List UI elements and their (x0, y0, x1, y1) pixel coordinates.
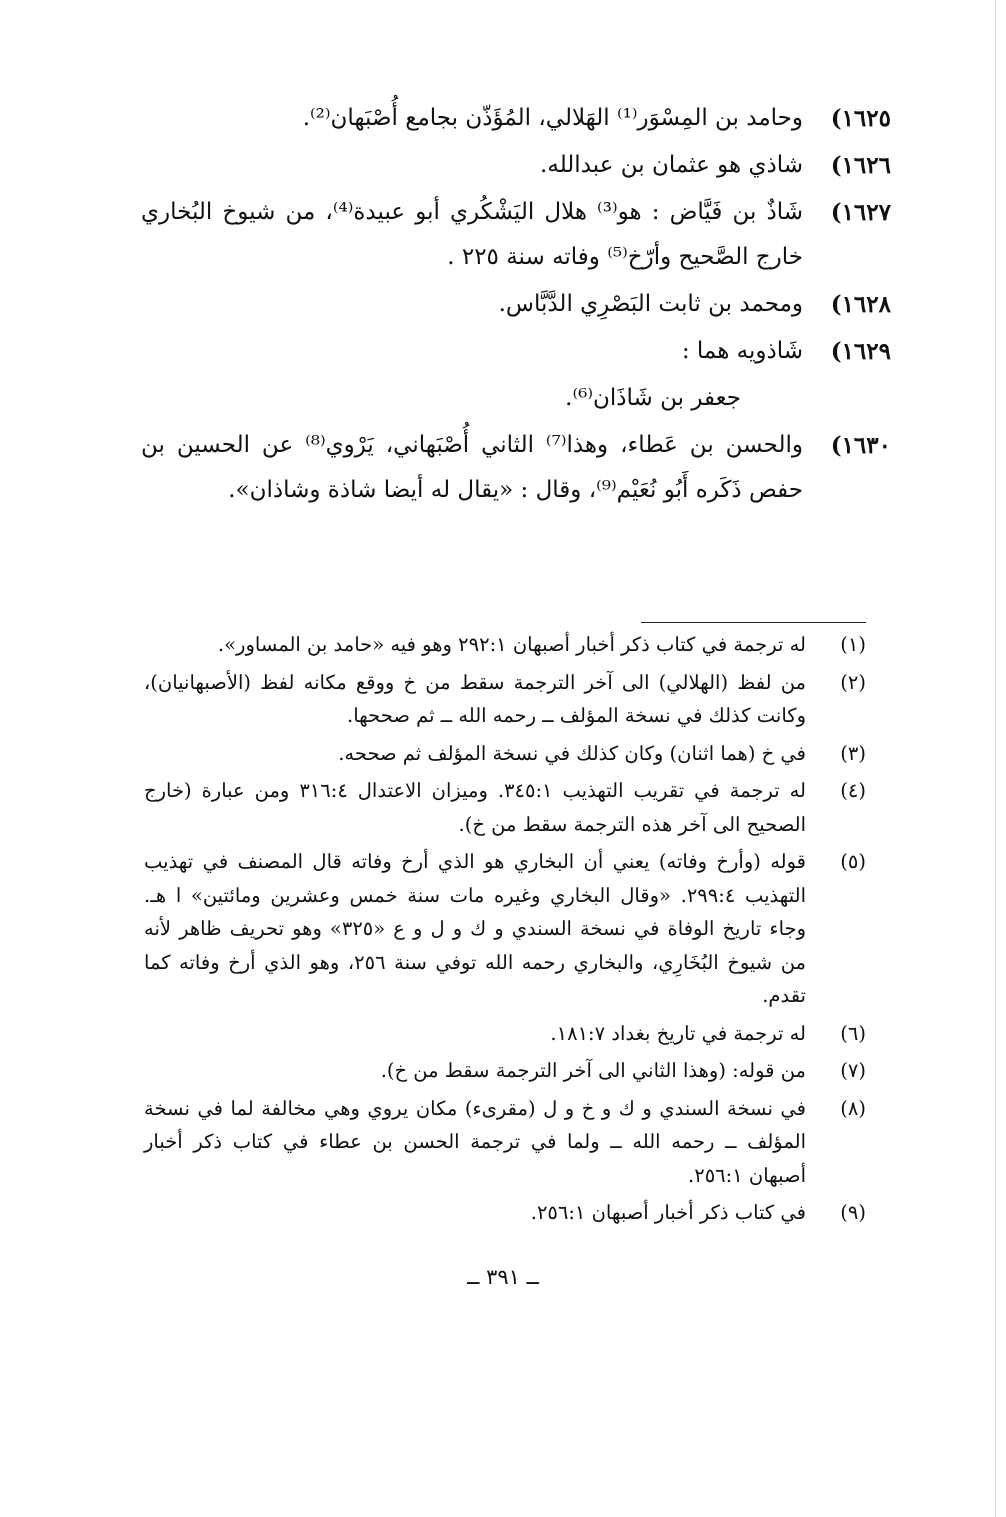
footnote (144, 1017, 866, 1051)
main-text (141, 96, 891, 515)
entry-1627 (141, 190, 891, 280)
footnote (144, 666, 866, 733)
footnote (144, 845, 866, 1013)
sub-entry-jafar: جعفر بن شَاذَان⁽⁶⁾. (565, 385, 741, 411)
footnote-number: (٩) (840, 1201, 866, 1224)
entry-number: ١٦٢٦) (830, 152, 891, 179)
entry-1630 (141, 423, 891, 513)
footnote-number: (٧) (840, 1059, 866, 1082)
footnote-text: من قوله: (وهذا الثاني الى آخر الترجمة سقط من خ). (380, 1059, 806, 1082)
footnote-number: (١) (840, 633, 866, 656)
footnote-text: له ترجمة في كتاب ذكر أخبار أصبهان ٢٩٢:١ وهو فيه «حامد بن المساور». (217, 633, 806, 656)
footnote-divider (641, 622, 866, 623)
footnote-text: له ترجمة في تاريخ بغداد ١٨١:٧. (550, 1021, 806, 1045)
footnote-text: في خ (هما اثنان) وكان كذلك في نسخة المؤلف ثم صححه. (338, 741, 806, 765)
footnote (144, 628, 866, 662)
footnote-number: (٦) (840, 1021, 866, 1045)
entry-text: وحامد بن المِسْوَر⁽¹⁾ الهَلالي، المُؤَذّن بجامع أُصْبَهان⁽²⁾. (302, 105, 803, 131)
entry-number: ١٦٢٧) (830, 199, 891, 226)
footnote-number: (٥) (840, 850, 866, 873)
footnote-text: قوله (وأرخ وفاته) يعني أن البخاري هو الذي أرخ وفاته قال المصنف في تهذيب التهذيب ٢٩٩:٤. «وقال البخاري وغيره مات سنة خمس وعشرين ومائتين» ا هـ. وجاء تاريخ الوفاة في نسخة السندي و ك و ل و ع «٣٢٥» وهو تحريف ظاهر لأنه من شيوخ البُخَارِي، والبخاري رحمه الله توفي سنة ٢٥٦، وهو الذي أرخ وفاته كما تقدم. (144, 850, 806, 1007)
entry-text: شَاذٌ بن فَيَّاض : هو⁽³⁾ هلال اليَشْكُري أبو عبيدة⁽⁴⁾، من شيوخ البُخاري خارج الصَّحيح وأرّخ⁽⁵⁾ وفاته سنة ٢٢٥ . (141, 199, 804, 270)
footnote-text: في كتاب ذكر أخبار أصبهان ٢٥٦:١. (530, 1201, 806, 1224)
footnote-number: (٨) (840, 1096, 866, 1120)
footnote (144, 1054, 866, 1088)
footnotes (144, 628, 866, 1234)
entry-number: ١٦٢٩) (830, 338, 891, 365)
footnote (144, 774, 866, 841)
footnote-text: في نسخة السندي و ك و خ و ل (مقرىء) مكان يروي وهي مخالفة لما في نسخة المؤلف ــ رحمه الله ــ ولما في ترجمة الحسن بن عطاء في كتاب ذكر أخبار أصبهان ٢٥٦:١. (144, 1096, 806, 1187)
footnote-text: من لفظ (الهلالي) الى آخر الترجمة سقط من خ ووقع مكانه لفظ (الأصبهانيان)، وكانت كذلك في نسخة المؤلف ــ رحمه الله ــ ثم صححها. (144, 670, 806, 727)
entry-number: ١٦٣٠) (830, 432, 891, 459)
footnote-text: له ترجمة في تقريب التهذيب ٣٤٥:١. وميزان الاعتدال ٣١٦:٤ ومن عبارة (خارج الصحيح الى آخر هذه الترجمة سقط من خ). (144, 779, 806, 836)
footnote (144, 737, 866, 771)
entry-text: ومحمد بن ثابت البَصْرِي الدَّبَّاس. (498, 291, 803, 317)
entry-number: ١٦٢٨) (830, 291, 891, 318)
footnote-number: (٤) (840, 779, 866, 802)
entry-1629 (141, 329, 891, 374)
entry-1626 (141, 143, 891, 188)
footnote-number: (٢) (840, 670, 866, 694)
footnote (144, 1092, 866, 1193)
entry-1625 (141, 96, 891, 141)
entry-1628 (141, 282, 891, 327)
footnote-number: (٣) (840, 741, 866, 765)
footnote (144, 1196, 866, 1230)
entry-text: شاذي هو عثمان بن عبدالله. (540, 152, 803, 178)
page-number: ــ ٣٩١ ــ (467, 1265, 539, 1289)
entry-number: ١٦٢٥) (830, 105, 891, 132)
entry-text: شَاذويه هما : (681, 338, 803, 364)
entry-text: والحسن بن عَطاء، وهذا⁽⁷⁾ الثاني أُصْبَهاني، يَرْوي⁽⁸⁾ عن الحسين بن حفص ذَكَره أَبُو نُعَيْم⁽⁹⁾، وقال : «يقال له أيضا شاذة وشاذان». (141, 432, 804, 503)
